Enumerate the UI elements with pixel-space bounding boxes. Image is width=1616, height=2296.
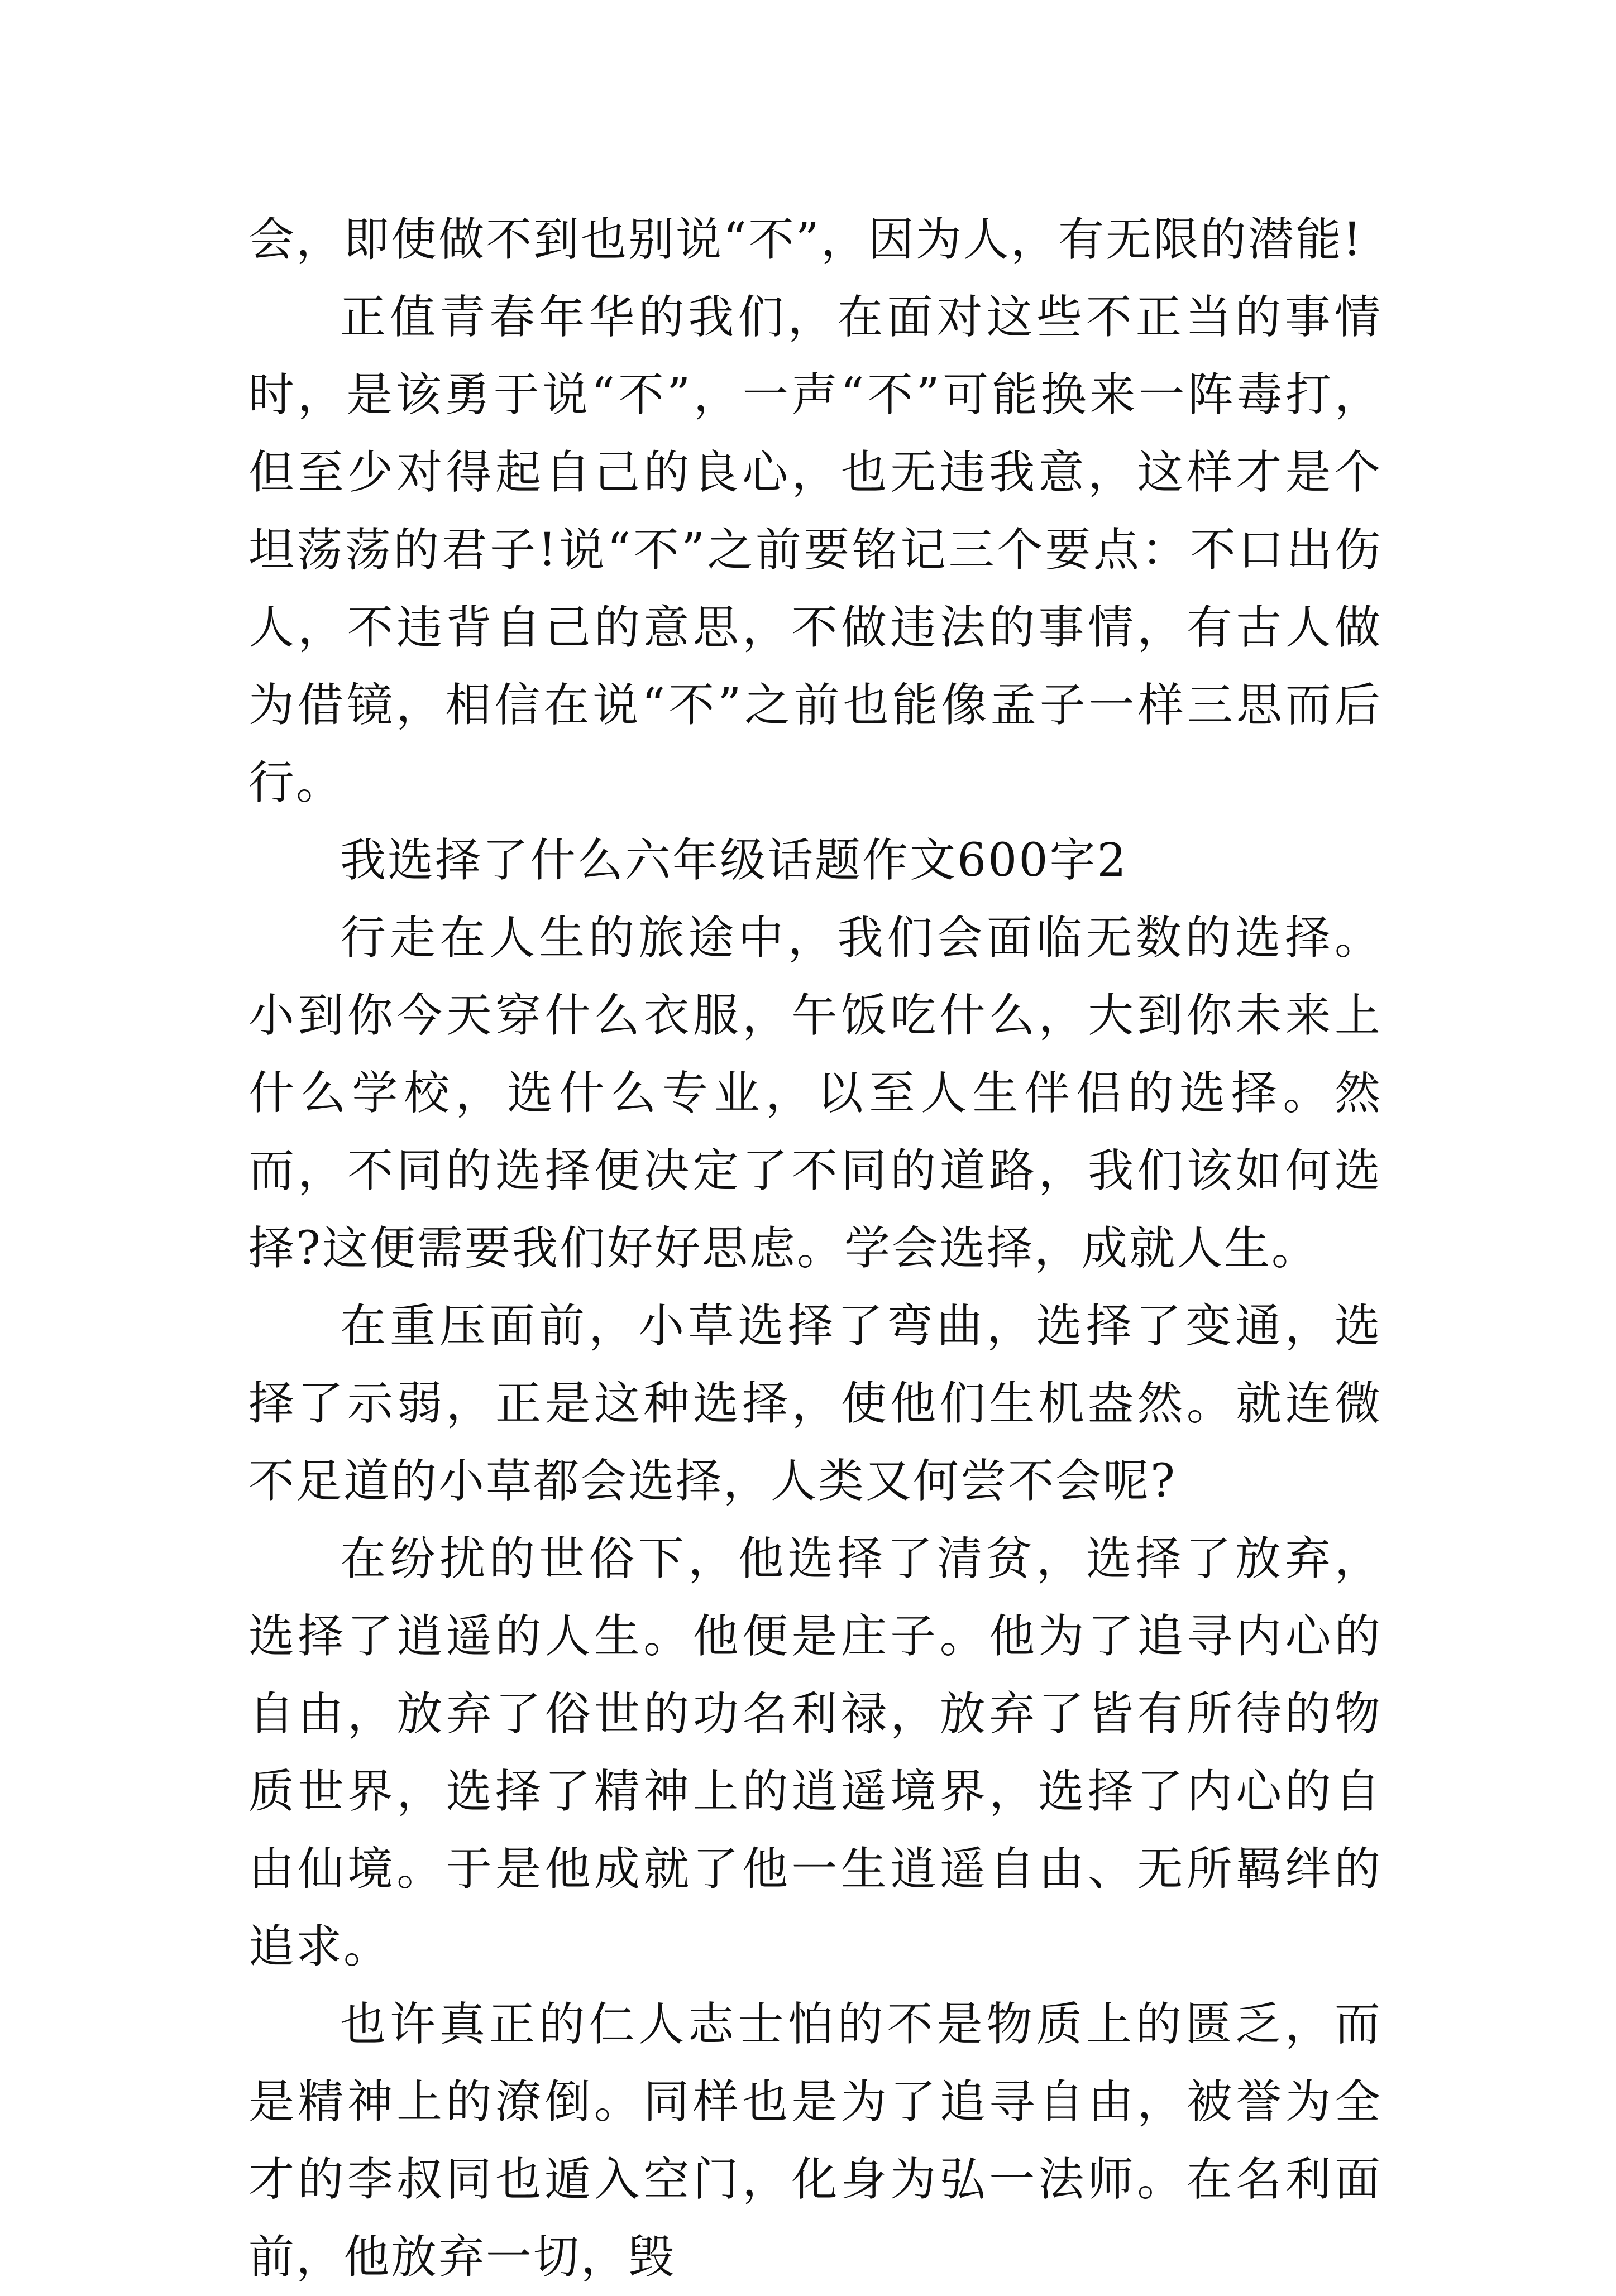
paragraph-6: 也许真正的仁人志士怕的不是物质上的匮乏，而是精神上的潦倒。同样也是为了追寻自由，被誉为全才的李叔同也遁入空门，化身为弘一法师。在名利面前，他放弃一切，毁 xyxy=(248,1998,1382,2284)
paragraph-4: 在重压面前，小草选择了弯曲，选择了变通，选择了示弱，正是这种选择，使他们生机盎然。就连微不足道的小草都会选择，人类又何尝不会呢? xyxy=(248,1300,1382,1508)
paragraph-1: 会，即使做不到也别说“不”，因为人，有无限的潜能! xyxy=(248,213,1363,266)
paragraph-2: 正值青春年华的我们，在面对这些不正当的事情时，是该勇于说“不”，一声“不”可能换来一阵毒打，但至少对得起自己的良心，也无违我意，这样才是个坦荡荡的君子!说“不”之前要铭记三个要点：不口出伤人，不违背自己的意思，不做违法的事情，有古人做为借镜，相信在说“不”之前也能像孟子一样三思而后行。 xyxy=(248,291,1382,809)
paragraph-3: 行走在人生的旅途中，我们会面临无数的选择。小到你今天穿什么衣服，午饭吃什么，大到你未来上什么学校，选什么专业，以至人生伴侣的选择。然而，不同的选择便决定了不同的道路，我们该如何选择?这便需要我们好好思虑。学会选择，成就人生。 xyxy=(248,912,1382,1275)
section-heading: 我选择了什么六年级话题作文600字2 xyxy=(340,834,1128,887)
paragraph-5: 在纷扰的世俗下，他选择了清贫，选择了放弃，选择了逍遥的人生。他便是庄子。他为了追寻内心的自由，放弃了俗世的功名利禄，放弃了皆有所待的物质世界，选择了精神上的逍遥境界，选择了内心的自由仙境。于是他成就了他一生逍遥自由、无所羁绊的追求。 xyxy=(248,1532,1382,1973)
document-body xyxy=(248,201,1382,2296)
